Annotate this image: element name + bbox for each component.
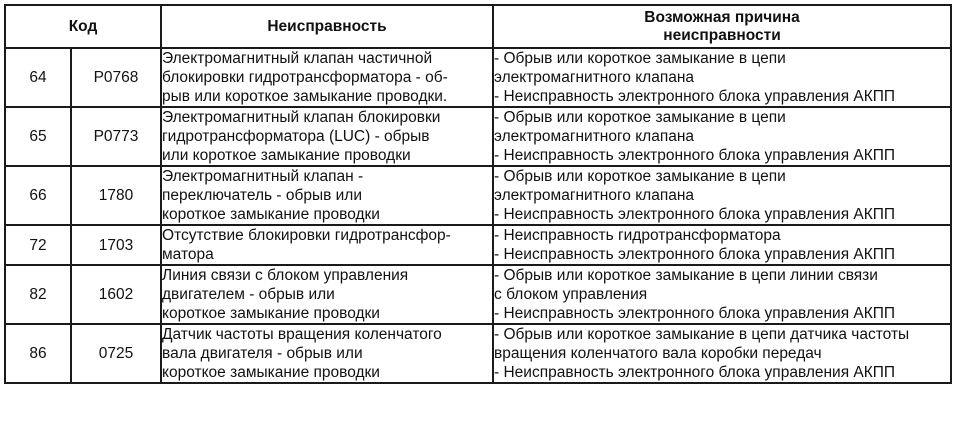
header-row (5, 5, 951, 48)
row-number: 86 (5, 324, 71, 383)
row-cause (493, 225, 951, 265)
row-fault (161, 166, 493, 225)
fault-line: блокировки гидротрансформатора - об- (162, 69, 448, 86)
fault-line: переключатель - обрыв или (162, 187, 362, 204)
fault-code-table (4, 4, 952, 384)
row-fault (161, 324, 493, 383)
header-cause-line: Возможная причина (644, 8, 800, 26)
fault-line: короткое замыкание проводки (162, 364, 380, 381)
fault-line: рыв или короткое замыкание проводки. (162, 88, 448, 105)
cause-line: - Неисправность гидротрансформатора (494, 227, 781, 244)
header-fault: Неисправность (161, 5, 493, 48)
row-cause (493, 107, 951, 166)
row-cause (493, 265, 951, 324)
header-code: Код (5, 5, 161, 48)
header-cause-line: неисправности (663, 26, 781, 44)
fault-line: или короткое замыкание проводки (162, 147, 411, 164)
cause-line: электромагнитного клапана (494, 187, 695, 204)
row-number: 72 (5, 225, 71, 265)
table-row (5, 265, 951, 324)
fault-line: вала двигателя - обрыв или (162, 345, 363, 362)
cause-line: - Обрыв или короткое замыкание в цепи (494, 109, 786, 126)
fault-line: Линия связи с блоком управления (162, 267, 409, 284)
header-cause (493, 5, 951, 48)
table-row (5, 324, 951, 383)
row-code: P0773 (71, 107, 161, 166)
cause-line: электромагнитного клапана (494, 69, 695, 86)
row-cause (493, 166, 951, 225)
cause-line: - Обрыв или короткое замыкание в цепи (494, 168, 786, 185)
row-cause (493, 324, 951, 383)
row-code: 1602 (71, 265, 161, 324)
row-number: 82 (5, 265, 71, 324)
row-fault (161, 48, 493, 107)
row-fault (161, 225, 493, 265)
row-number: 64 (5, 48, 71, 107)
cause-line: - Неисправность электронного блока управления АКПП (494, 88, 896, 105)
fault-line: короткое замыкание проводки (162, 305, 380, 322)
row-code: P0768 (71, 48, 161, 107)
cause-line: - Неисправность электронного блока управления АКПП (494, 305, 896, 322)
fault-line: Электромагнитный клапан - (162, 168, 364, 185)
cause-line: - Неисправность электронного блока управления АКПП (494, 147, 896, 164)
table-row (5, 166, 951, 225)
cause-line: - Обрыв или короткое замыкание в цепи (494, 50, 786, 67)
row-code: 1703 (71, 225, 161, 265)
row-fault (161, 107, 493, 166)
fault-line: Датчик частоты вращения коленчатого (162, 326, 442, 343)
table-row (5, 225, 951, 265)
row-fault (161, 265, 493, 324)
table-row (5, 48, 951, 107)
cause-line: - Обрыв или короткое замыкание в цепи датчика частоты (494, 326, 910, 343)
fault-line: Электромагнитный клапан блокировки (162, 109, 441, 126)
fault-line: Отсутствие блокировки гидротрансфор- (162, 227, 451, 244)
row-number: 66 (5, 166, 71, 225)
row-number: 65 (5, 107, 71, 166)
cause-line: - Обрыв или короткое замыкание в цепи линии связи (494, 267, 878, 284)
cause-line: - Неисправность электронного блока управления АКПП (494, 246, 896, 263)
cause-line: вращения коленчатого вала коробки передач (494, 345, 822, 362)
row-cause (493, 48, 951, 107)
table-row (5, 107, 951, 166)
fault-line: гидротрансформатора (LUC) - обрыв (162, 128, 430, 145)
row-code: 1780 (71, 166, 161, 225)
row-code: 0725 (71, 324, 161, 383)
fault-line: Электромагнитный клапан частичной (162, 50, 433, 67)
cause-line: с блоком управления (494, 286, 648, 303)
cause-line: электромагнитного клапана (494, 128, 695, 145)
cause-line: - Неисправность электронного блока управления АКПП (494, 206, 896, 223)
fault-line: двигателем - обрыв или (162, 286, 335, 303)
fault-line: матора (162, 246, 214, 263)
cause-line: - Неисправность электронного блока управления АКПП (494, 364, 896, 381)
fault-line: короткое замыкание проводки (162, 206, 380, 223)
fault-code-table-container (4, 4, 952, 384)
